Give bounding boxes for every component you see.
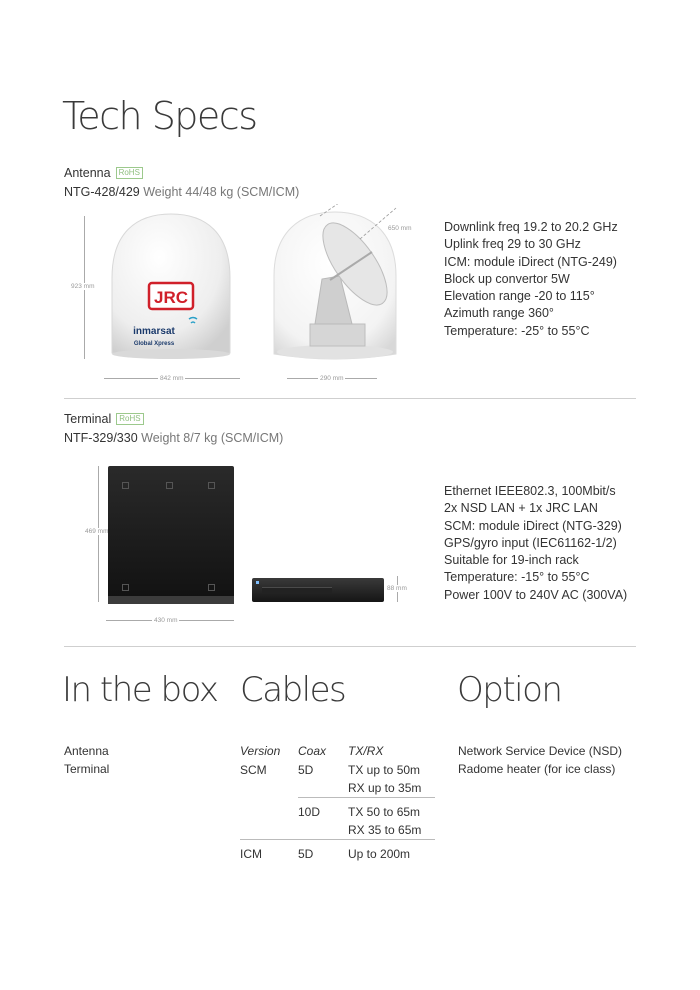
antenna-radome-image [96, 208, 246, 368]
terminal-spec-list [444, 483, 627, 604]
cables-heading: Cables [240, 670, 346, 710]
terminal-label: Terminal [64, 412, 112, 426]
terminal-spec: GPS/gyro input (IEC61162-1/2) [444, 535, 617, 550]
cable-length-line: RX up to 35m [348, 781, 422, 795]
antenna-label: Antenna [64, 166, 111, 180]
terminal-spec: Ethernet IEEE802.3, 100Mbit/s [444, 484, 616, 498]
antenna-spec: Azimuth range 360° [444, 306, 554, 321]
cable-version: SCM [240, 763, 267, 777]
terminal-model [64, 431, 283, 445]
terminal-spec: Temperature: -15° to 55°C [444, 570, 590, 585]
option-item: Network Service Device (NSD) [458, 744, 623, 758]
option-item: Radome heater (for ice class) [458, 762, 616, 776]
antenna-width-dim: 842 mm [160, 375, 184, 382]
antenna-spec: ICM: module iDirect (NTG-249) [444, 254, 617, 269]
in-the-box-heading: In the box [62, 670, 218, 710]
antenna-section-label [64, 166, 143, 180]
antenna-model-number: NTG-428/429 [64, 185, 140, 199]
antenna-height-dim: 923 mm [71, 283, 95, 290]
antenna-spec: Temperature: -25° to 55°C [444, 323, 590, 338]
table-row [240, 840, 435, 864]
divider [64, 646, 636, 647]
cables-table [240, 742, 435, 863]
antenna-spec-list [444, 219, 618, 340]
antenna-dish-dim: 650 mm [388, 225, 412, 232]
terminal-rack-image [252, 578, 384, 602]
cable-coax: 5D [298, 840, 348, 864]
terminal-spec: Suitable for 19-inch rack [444, 553, 579, 568]
terminal-weight: Weight 8/7 kg (SCM/ICM) [141, 431, 284, 445]
antenna-spec: Uplink freq 29 to 30 GHz [444, 237, 581, 252]
terminal-spec: 2x NSD LAN + 1x JRC LAN [444, 501, 598, 516]
option-heading: Option [457, 670, 562, 710]
cable-length-line: Up to 200m [348, 847, 411, 861]
in-the-box-item: Antenna [64, 744, 109, 758]
rohs-badge: RoHS [116, 167, 143, 179]
in-the-box-item: Terminal [64, 762, 110, 776]
cable-length-line: TX 50 to 65m [348, 805, 421, 819]
terminal-section-label [64, 412, 144, 426]
antenna-spec: Elevation range -20 to 115° [444, 289, 595, 304]
table-header-row [240, 742, 435, 761]
cable-version [240, 798, 298, 840]
header-txrx: TX/RX [348, 744, 384, 758]
option-list [458, 742, 622, 778]
jrc-logo: JRC [153, 288, 189, 307]
table-row [240, 761, 435, 798]
cable-length [348, 761, 435, 798]
cable-coax: 5D [298, 763, 314, 777]
terminal-spec: SCM: module iDirect (NTG-329) [444, 518, 622, 533]
cable-version: ICM [240, 840, 298, 864]
page-title: Tech Specs [62, 94, 257, 138]
terminal-model-number: NTF-329/330 [64, 431, 138, 445]
antenna-model [64, 185, 299, 199]
terminal-height-dim: 469 mm [85, 528, 109, 535]
antenna-spec: Downlink freq 19.2 to 20.2 GHz [444, 220, 618, 234]
global-xpress-logo: Global Xpress [133, 341, 175, 347]
terminal-spec: Power 100V to 240V AC (300VA) [444, 587, 628, 602]
antenna-weight: Weight 44/48 kg (SCM/ICM) [143, 185, 300, 199]
terminal-rack-dim: 88 mm [387, 585, 407, 592]
cable-length-line: TX up to 50m [348, 763, 421, 777]
in-the-box-list [64, 742, 109, 778]
terminal-unit-image [108, 466, 234, 604]
cable-coax: 10D [298, 798, 348, 840]
antenna-spec: Block up convertor 5W [444, 271, 570, 286]
table-row [240, 798, 435, 840]
cable-length-line: RX 35 to 65m [348, 823, 422, 837]
header-coax: Coax [298, 744, 327, 758]
header-version: Version [240, 744, 281, 758]
rohs-badge: RoHS [116, 413, 143, 425]
cable-length [348, 798, 435, 840]
inmarsat-logo: inmarsat [133, 326, 175, 337]
cable-length [348, 840, 435, 864]
divider [64, 398, 636, 399]
terminal-width-dim: 430 mm [154, 617, 178, 624]
antenna-base-dim: 290 mm [320, 375, 344, 382]
